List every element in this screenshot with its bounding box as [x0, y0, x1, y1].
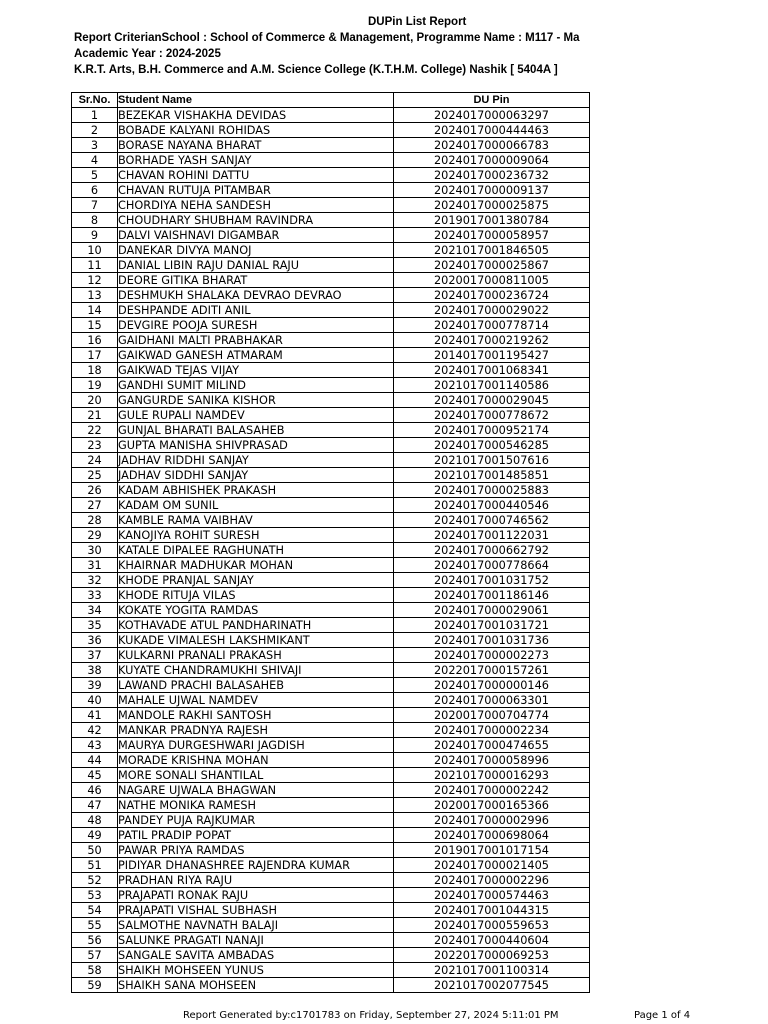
cell-du-pin: 2021017001485851: [394, 468, 590, 483]
cell-du-pin: 2024017000546285: [394, 438, 590, 453]
cell-du-pin: 2024017000058957: [394, 228, 590, 243]
cell-sr-no: 40: [72, 693, 118, 708]
table-row: [72, 648, 590, 663]
cell-student-name: NATHE MONIKA RAMESH: [118, 798, 394, 813]
cell-sr-no: 3: [72, 138, 118, 153]
cell-du-pin: 2024017000066783: [394, 138, 590, 153]
cell-sr-no: 45: [72, 768, 118, 783]
table-row: [72, 498, 590, 513]
cell-du-pin: 2014017001195427: [394, 348, 590, 363]
table-row: [72, 693, 590, 708]
cell-sr-no: 50: [72, 843, 118, 858]
cell-sr-no: 33: [72, 588, 118, 603]
table-row: [72, 948, 590, 963]
table-row: [72, 978, 590, 993]
table-row: [72, 468, 590, 483]
cell-sr-no: 19: [72, 378, 118, 393]
table-row: [72, 393, 590, 408]
table-row: [72, 723, 590, 738]
cell-student-name: JADHAV RIDDHI SANJAY: [118, 453, 394, 468]
cell-student-name: MORE SONALI SHANTILAL: [118, 768, 394, 783]
cell-du-pin: 2024017000574463: [394, 888, 590, 903]
cell-student-name: KULKARNI PRANALI PRAKASH: [118, 648, 394, 663]
table-row: [72, 153, 590, 168]
table-row: [72, 273, 590, 288]
report-criterion-line: Report CriterianSchool : School of Commerce & Management, Programme Name : M117 - Ma: [74, 32, 580, 44]
college-name-line: K.R.T. Arts, B.H. Commerce and A.M. Science College (K.T.H.M. College) Nashik [ 5404A ]: [74, 64, 558, 76]
cell-du-pin: 2024017000029045: [394, 393, 590, 408]
cell-sr-no: 51: [72, 858, 118, 873]
cell-student-name: MAHALE UJWAL NAMDEV: [118, 693, 394, 708]
table-row: [72, 108, 590, 123]
cell-student-name: CHAVAN RUTUJA PITAMBAR: [118, 183, 394, 198]
cell-du-pin: 2024017000440604: [394, 933, 590, 948]
cell-sr-no: 52: [72, 873, 118, 888]
table-row: [72, 558, 590, 573]
cell-du-pin: 2024017000025883: [394, 483, 590, 498]
cell-sr-no: 36: [72, 633, 118, 648]
cell-du-pin: 2024017000952174: [394, 423, 590, 438]
cell-du-pin: 2024017000002242: [394, 783, 590, 798]
table-row: [72, 528, 590, 543]
table-row: [72, 963, 590, 978]
table-row: [72, 663, 590, 678]
table-row: [72, 438, 590, 453]
cell-student-name: GAIKWAD TEJAS VIJAY: [118, 363, 394, 378]
cell-student-name: PRAJAPATI RONAK RAJU: [118, 888, 394, 903]
cell-student-name: PATIL PRADIP POPAT: [118, 828, 394, 843]
cell-sr-no: 12: [72, 273, 118, 288]
table-row: [72, 678, 590, 693]
cell-sr-no: 18: [72, 363, 118, 378]
table-body: [72, 108, 590, 993]
cell-student-name: KADAM ABHISHEK PRAKASH: [118, 483, 394, 498]
cell-sr-no: 14: [72, 303, 118, 318]
report-title: DUPin List Report: [368, 16, 467, 28]
cell-sr-no: 26: [72, 483, 118, 498]
cell-sr-no: 54: [72, 903, 118, 918]
table-header-row: [72, 93, 590, 108]
cell-sr-no: 41: [72, 708, 118, 723]
cell-student-name: KOKATE YOGITA RAMDAS: [118, 603, 394, 618]
table-row: [72, 918, 590, 933]
cell-sr-no: 44: [72, 753, 118, 768]
cell-sr-no: 2: [72, 123, 118, 138]
cell-du-pin: 2024017000029022: [394, 303, 590, 318]
cell-du-pin: 2019017001017154: [394, 843, 590, 858]
cell-du-pin: 2024017000058996: [394, 753, 590, 768]
cell-student-name: SHAIKH MOHSEEN YUNUS: [118, 963, 394, 978]
cell-sr-no: 4: [72, 153, 118, 168]
table-row: [72, 348, 590, 363]
cell-sr-no: 38: [72, 663, 118, 678]
table-row: [72, 303, 590, 318]
cell-sr-no: 31: [72, 558, 118, 573]
cell-sr-no: 29: [72, 528, 118, 543]
cell-student-name: KATALE DIPALEE RAGHUNATH: [118, 543, 394, 558]
cell-student-name: PAWAR PRIYA RAMDAS: [118, 843, 394, 858]
report-generated-info: Report Generated by:c1701783 on Friday, September 27, 2024 5:11:01 PM: [183, 1010, 559, 1021]
cell-du-pin: 2024017000746562: [394, 513, 590, 528]
table-row: [72, 858, 590, 873]
cell-du-pin: 2021017002077545: [394, 978, 590, 993]
cell-student-name: MORADE KRISHNA MOHAN: [118, 753, 394, 768]
cell-student-name: KHODE PRANJAL SANJAY: [118, 573, 394, 588]
cell-sr-no: 46: [72, 783, 118, 798]
cell-student-name: GANDHI SUMIT MILIND: [118, 378, 394, 393]
table-row: [72, 543, 590, 558]
table-row: [72, 738, 590, 753]
cell-student-name: KHODE RITUJA VILAS: [118, 588, 394, 603]
cell-student-name: NAGARE UJWALA BHAGWAN: [118, 783, 394, 798]
cell-student-name: GULE RUPALI NAMDEV: [118, 408, 394, 423]
cell-du-pin: 2021017001100314: [394, 963, 590, 978]
cell-du-pin: 2024017000002234: [394, 723, 590, 738]
cell-sr-no: 13: [72, 288, 118, 303]
cell-du-pin: 2024017000440546: [394, 498, 590, 513]
cell-student-name: PANDEY PUJA RAJKUMAR: [118, 813, 394, 828]
cell-du-pin: 2021017001846505: [394, 243, 590, 258]
table-row: [72, 318, 590, 333]
table-row: [72, 633, 590, 648]
cell-du-pin: 2024017000474655: [394, 738, 590, 753]
cell-student-name: DALVI VAISHNAVI DIGAMBAR: [118, 228, 394, 243]
table-row: [72, 288, 590, 303]
table-row: [72, 573, 590, 588]
table-row: [72, 618, 590, 633]
table-row: [72, 768, 590, 783]
table-row: [72, 843, 590, 858]
cell-du-pin: 2021017001140586: [394, 378, 590, 393]
cell-sr-no: 57: [72, 948, 118, 963]
header-student-name: Student Name: [118, 93, 394, 108]
table-row: [72, 333, 590, 348]
table-row: [72, 783, 590, 798]
cell-sr-no: 59: [72, 978, 118, 993]
cell-sr-no: 32: [72, 573, 118, 588]
cell-du-pin: 2024017000029061: [394, 603, 590, 618]
dupin-table: [71, 92, 590, 993]
table-row: [72, 873, 590, 888]
cell-student-name: KAMBLE RAMA VAIBHAV: [118, 513, 394, 528]
cell-student-name: SALMOTHE NAVNATH BALAJI: [118, 918, 394, 933]
cell-du-pin: 2021017001507616: [394, 453, 590, 468]
cell-student-name: SHAIKH SANA MOHSEEN: [118, 978, 394, 993]
cell-du-pin: 2022017000069253: [394, 948, 590, 963]
cell-du-pin: 2024017000063297: [394, 108, 590, 123]
cell-du-pin: 2024017000219262: [394, 333, 590, 348]
cell-sr-no: 37: [72, 648, 118, 663]
table-row: [72, 933, 590, 948]
cell-sr-no: 39: [72, 678, 118, 693]
cell-student-name: BORASE NAYANA BHARAT: [118, 138, 394, 153]
cell-du-pin: 2021017000016293: [394, 768, 590, 783]
cell-sr-no: 35: [72, 618, 118, 633]
cell-sr-no: 28: [72, 513, 118, 528]
cell-sr-no: 24: [72, 453, 118, 468]
table-row: [72, 423, 590, 438]
cell-student-name: LAWAND PRACHI BALASAHEB: [118, 678, 394, 693]
cell-student-name: PRADHAN RIYA RAJU: [118, 873, 394, 888]
cell-student-name: KUKADE VIMALESH LAKSHMIKANT: [118, 633, 394, 648]
cell-du-pin: 2024017001031721: [394, 618, 590, 633]
cell-sr-no: 23: [72, 438, 118, 453]
cell-student-name: DEORE GITIKA BHARAT: [118, 273, 394, 288]
table-row: [72, 813, 590, 828]
cell-student-name: MANDOLE RAKHI SANTOSH: [118, 708, 394, 723]
cell-du-pin: 2024017000698064: [394, 828, 590, 843]
cell-du-pin: 2024017000025875: [394, 198, 590, 213]
table-row: [72, 603, 590, 618]
cell-du-pin: 2024017000778714: [394, 318, 590, 333]
table-row: [72, 408, 590, 423]
cell-du-pin: 2024017000002273: [394, 648, 590, 663]
cell-sr-no: 47: [72, 798, 118, 813]
cell-du-pin: 2024017000025867: [394, 258, 590, 273]
table-row: [72, 708, 590, 723]
page-number: Page 1 of 4: [634, 1010, 691, 1021]
cell-student-name: CHORDIYA NEHA SANDESH: [118, 198, 394, 213]
table-row: [72, 138, 590, 153]
cell-du-pin: 2024017000021405: [394, 858, 590, 873]
header-sr-no: Sr.No.: [72, 93, 118, 108]
cell-student-name: DANIAL LIBIN RAJU DANIAL RAJU: [118, 258, 394, 273]
cell-sr-no: 21: [72, 408, 118, 423]
cell-du-pin: 2024017000009137: [394, 183, 590, 198]
table-row: [72, 903, 590, 918]
cell-sr-no: 56: [72, 933, 118, 948]
cell-du-pin: 2024017000063301: [394, 693, 590, 708]
cell-sr-no: 55: [72, 918, 118, 933]
header-du-pin: DU Pin: [394, 93, 590, 108]
table-row: [72, 363, 590, 378]
cell-sr-no: 6: [72, 183, 118, 198]
cell-sr-no: 9: [72, 228, 118, 243]
cell-sr-no: 34: [72, 603, 118, 618]
table-row: [72, 453, 590, 468]
table-row: [72, 228, 590, 243]
cell-student-name: DEVGIRE POOJA SURESH: [118, 318, 394, 333]
cell-sr-no: 10: [72, 243, 118, 258]
cell-du-pin: 2024017001122031: [394, 528, 590, 543]
cell-student-name: CHOUDHARY SHUBHAM RAVINDRA: [118, 213, 394, 228]
table-row: [72, 378, 590, 393]
cell-sr-no: 17: [72, 348, 118, 363]
cell-sr-no: 5: [72, 168, 118, 183]
cell-du-pin: 2024017000000146: [394, 678, 590, 693]
cell-sr-no: 27: [72, 498, 118, 513]
cell-student-name: GUNJAL BHARATI BALASAHEB: [118, 423, 394, 438]
cell-student-name: KOTHAVADE ATUL PANDHARINATH: [118, 618, 394, 633]
cell-sr-no: 8: [72, 213, 118, 228]
cell-du-pin: 2024017001044315: [394, 903, 590, 918]
cell-sr-no: 48: [72, 813, 118, 828]
cell-du-pin: 2020017000811005: [394, 273, 590, 288]
cell-student-name: GAIKWAD GANESH ATMARAM: [118, 348, 394, 363]
cell-sr-no: 53: [72, 888, 118, 903]
cell-du-pin: 2024017001186146: [394, 588, 590, 603]
academic-year-line: Academic Year : 2024-2025: [74, 48, 221, 60]
table-row: [72, 243, 590, 258]
cell-du-pin: 2019017001380784: [394, 213, 590, 228]
cell-du-pin: 2024017001031752: [394, 573, 590, 588]
cell-du-pin: 2024017000444463: [394, 123, 590, 138]
cell-student-name: GUPTA MANISHA SHIVPRASAD: [118, 438, 394, 453]
cell-sr-no: 42: [72, 723, 118, 738]
cell-du-pin: 2024017000778664: [394, 558, 590, 573]
cell-student-name: MANKAR PRADNYA RAJESH: [118, 723, 394, 738]
cell-student-name: DANEKAR DIVYA MANOJ: [118, 243, 394, 258]
table-row: [72, 753, 590, 768]
table-row: [72, 513, 590, 528]
cell-student-name: BEZEKAR VISHAKHA DEVIDAS: [118, 108, 394, 123]
table-row: [72, 198, 590, 213]
cell-du-pin: 2024017001068341: [394, 363, 590, 378]
cell-student-name: SALUNKE PRAGATI NANAJI: [118, 933, 394, 948]
cell-student-name: JADHAV SIDDHI SANJAY: [118, 468, 394, 483]
cell-sr-no: 30: [72, 543, 118, 558]
cell-du-pin: 2024017000009064: [394, 153, 590, 168]
cell-student-name: KHAIRNAR MADHUKAR MOHAN: [118, 558, 394, 573]
cell-student-name: DESHPANDE ADITI ANIL: [118, 303, 394, 318]
cell-student-name: KUYATE CHANDRAMUKHI SHIVAJI: [118, 663, 394, 678]
cell-sr-no: 49: [72, 828, 118, 843]
cell-du-pin: 2024017000002296: [394, 873, 590, 888]
table-row: [72, 213, 590, 228]
cell-sr-no: 16: [72, 333, 118, 348]
table-row: [72, 828, 590, 843]
cell-student-name: MAURYA DURGESHWARI JAGDISH: [118, 738, 394, 753]
cell-du-pin: 2022017000157261: [394, 663, 590, 678]
cell-student-name: GANGURDE SANIKA KISHOR: [118, 393, 394, 408]
cell-du-pin: 2024017000662792: [394, 543, 590, 558]
cell-sr-no: 11: [72, 258, 118, 273]
cell-du-pin: 2024017000778672: [394, 408, 590, 423]
cell-sr-no: 25: [72, 468, 118, 483]
table-row: [72, 798, 590, 813]
table-row: [72, 483, 590, 498]
cell-student-name: KANOJIYA ROHIT SURESH: [118, 528, 394, 543]
cell-du-pin: 2024017000002996: [394, 813, 590, 828]
cell-sr-no: 43: [72, 738, 118, 753]
cell-student-name: PIDIYAR DHANASHREE RAJENDRA KUMAR: [118, 858, 394, 873]
cell-student-name: GAIDHANI MALTI PRABHAKAR: [118, 333, 394, 348]
cell-sr-no: 7: [72, 198, 118, 213]
cell-du-pin: 2024017001031736: [394, 633, 590, 648]
cell-du-pin: 2020017000165366: [394, 798, 590, 813]
table-row: [72, 168, 590, 183]
cell-student-name: DESHMUKH SHALAKA DEVRAO DEVRAO: [118, 288, 394, 303]
cell-du-pin: 2024017000559653: [394, 918, 590, 933]
cell-du-pin: 2020017000704774: [394, 708, 590, 723]
cell-du-pin: 2024017000236732: [394, 168, 590, 183]
cell-sr-no: 15: [72, 318, 118, 333]
cell-sr-no: 1: [72, 108, 118, 123]
cell-student-name: PRAJAPATI VISHAL SUBHASH: [118, 903, 394, 918]
table-row: [72, 123, 590, 138]
cell-du-pin: 2024017000236724: [394, 288, 590, 303]
cell-student-name: BORHADE YASH SANJAY: [118, 153, 394, 168]
cell-student-name: KADAM OM SUNIL: [118, 498, 394, 513]
cell-student-name: SANGALE SAVITA AMBADAS: [118, 948, 394, 963]
cell-sr-no: 20: [72, 393, 118, 408]
table-row: [72, 588, 590, 603]
cell-sr-no: 22: [72, 423, 118, 438]
table-row: [72, 183, 590, 198]
table-row: [72, 258, 590, 273]
cell-sr-no: 58: [72, 963, 118, 978]
cell-student-name: BOBADE KALYANI ROHIDAS: [118, 123, 394, 138]
table-row: [72, 888, 590, 903]
cell-student-name: CHAVAN ROHINI DATTU: [118, 168, 394, 183]
